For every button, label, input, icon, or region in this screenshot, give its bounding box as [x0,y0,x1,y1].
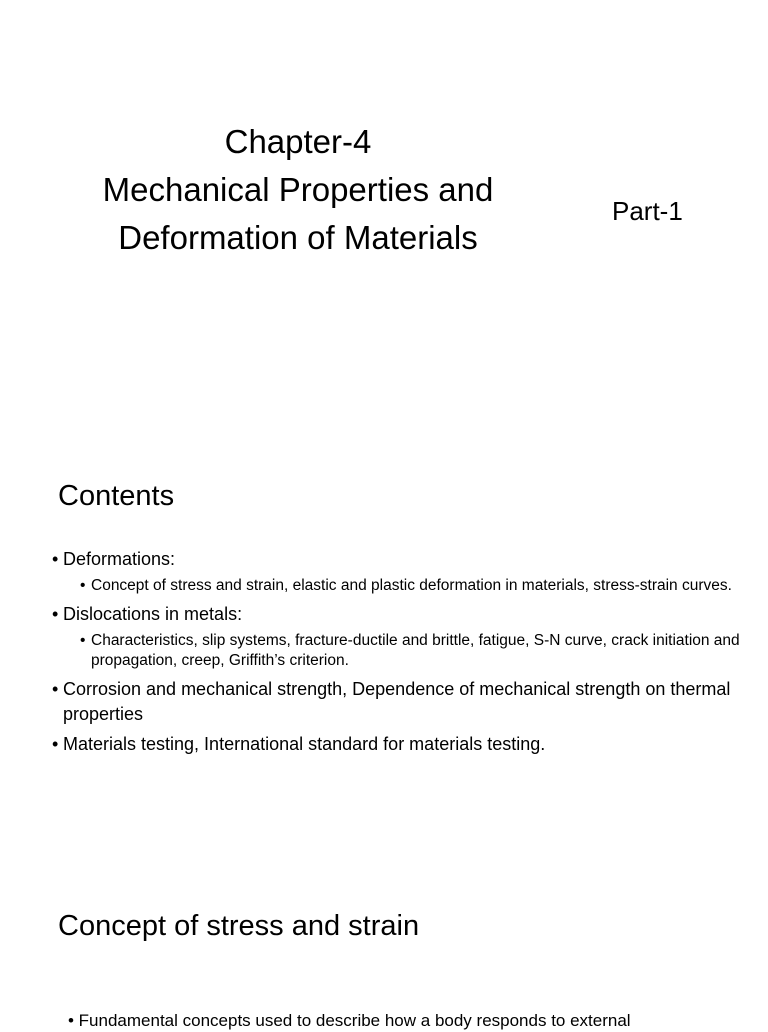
bullet-text: Corrosion and mechanical strength, Dependence of mechanical strength on thermal properties [63,679,731,724]
list-item [52,677,742,727]
contents-list [52,547,742,762]
part-label: Part-1 [612,196,683,226]
partial-bullet-text: • Fundamental concepts used to describe how a body responds to external [68,1011,631,1030]
title-line-3: Deformation of Materials [118,219,478,256]
title-line-2: Mechanical Properties and [102,171,494,208]
list-item [52,732,742,757]
bullet-text: Deformations: [63,549,176,569]
title-slide [0,0,768,400]
sub-list-item: • Concept of stress and strain, elastic and plastic deformation in materials, stress-strain curves. [80,576,742,596]
contents-heading: Contents [58,480,175,512]
chapter-title [40,118,556,262]
sub-list [63,631,742,671]
sub-list-item: • Characteristics, slip systems, fracture-ductile and brittle, fatigue, S-N curve, crack initiation and propagation, creep, Griffith’s criterion. [80,631,742,671]
list-item [52,547,742,596]
list-item [52,602,742,671]
bullet-text: Materials testing, International standard for materials testing. [63,734,546,754]
bullet-text: Dislocations in metals: [63,604,243,624]
title-line-1: Chapter-4 [224,123,372,160]
concept-heading: Concept of stress and strain [58,910,420,942]
sub-list [63,576,742,596]
